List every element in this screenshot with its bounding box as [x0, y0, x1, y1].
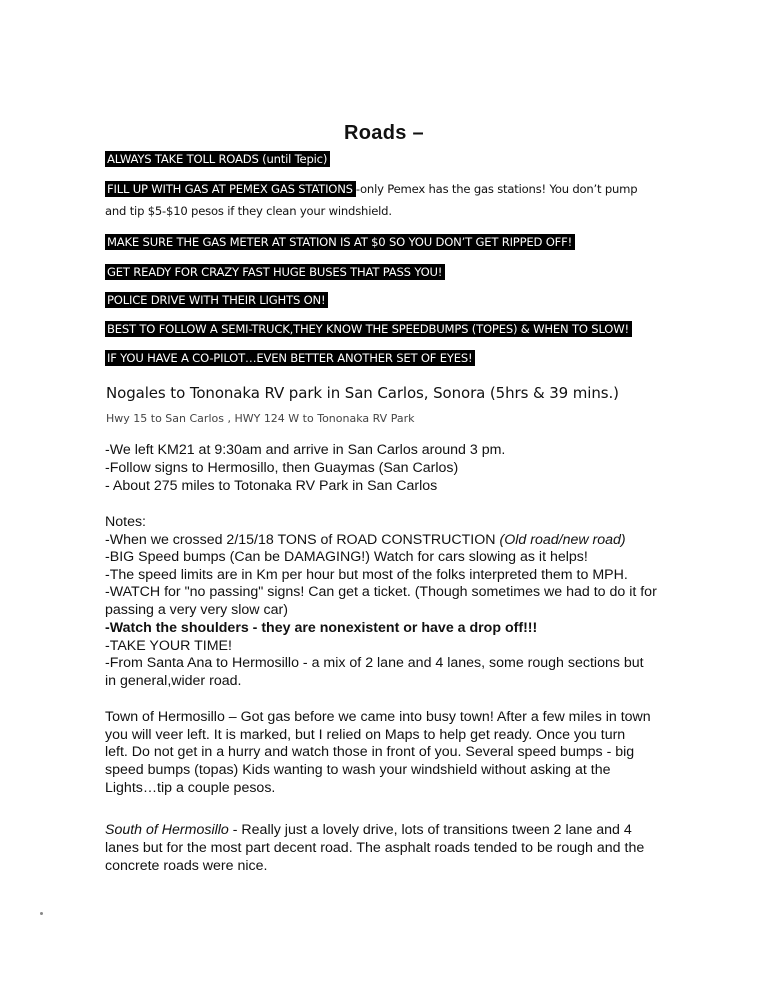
tip-co-pilot [105, 349, 475, 367]
south-line: lanes but for the most part decent road. The asphalt roads tended to be rough and the [105, 840, 645, 856]
notes-heading: Notes: [105, 514, 147, 530]
trip-line: -We left KM21 at 9:30am and arrive in San Carlos around 3 pm. [105, 442, 506, 458]
notes-line [105, 532, 626, 549]
notes-line: -The speed limits are in Km per hour but most of the folks interpreted them to MPH. [105, 567, 628, 583]
route-subheading: Hwy 15 to San Carlos , HWY 124 W to Tononaka RV Park [106, 412, 415, 425]
highlight-text: IF YOU HAVE A CO-PILOT…EVEN BETTER ANOTHER SET OF EYES! [105, 350, 475, 366]
south-line: concrete roads were nice. [105, 858, 268, 874]
highlight-text: ALWAYS TAKE TOLL ROADS (until Tepic) [105, 151, 330, 167]
trip-line: - About 275 miles to Totonaka RV Park in San Carlos [105, 478, 438, 494]
notes-line-text: -When we crossed 2/15/18 TONS of ROAD CONSTRUCTION [105, 532, 500, 548]
highlight-text: BEST TO FOLLOW A SEMI-TRUCK,THEY KNOW THE SPEEDBUMPS (TOPES) & WHEN TO SLOW! [105, 321, 632, 337]
notes-line: -WATCH for "no passing" signs! Can get a ticket. (Though sometimes we had to do it for [105, 584, 657, 600]
south-line [105, 822, 632, 839]
tip-buses [105, 263, 445, 281]
tip-toll-roads [105, 150, 330, 168]
highlight-text: MAKE SURE THE GAS METER AT STATION IS AT $0 SO YOU DON’T GET RIPPED OFF! [105, 234, 575, 250]
hermosillo-line: Lights…tip a couple pesos. [105, 780, 276, 796]
notes-line: passing a very very slow car) [105, 602, 288, 618]
south-line-text: - Really just a lovely drive, lots of transitions tween 2 lane and 4 [228, 822, 632, 838]
highlight-text: FILL UP WITH GAS AT PEMEX GAS STATIONS [105, 181, 356, 197]
highlight-text: GET READY FOR CRAZY FAST HUGE BUSES THAT PASS YOU! [105, 264, 445, 280]
tip-pemex [105, 180, 637, 198]
hermosillo-line: speed bumps (topas) Kids wanting to wash your windshield without asking at the [105, 762, 611, 778]
notes-line: -BIG Speed bumps (Can be DAMAGING!) Watch for cars slowing as it helps! [105, 549, 588, 565]
route-heading: Nogales to Tononaka RV park in San Carlos, Sonora (5hrs & 39 mins.) [106, 384, 619, 402]
scan-speck [40, 912, 43, 915]
hermosillo-line: Town of Hermosillo – Got gas before we came into busy town! After a few miles in town [105, 709, 651, 725]
tip-pemex-tail: -only Pemex has the gas stations! You don’t pump [355, 182, 638, 196]
tip-semi-truck [105, 320, 632, 338]
tip-police [105, 291, 328, 309]
south-lead: South of Hermosillo [105, 822, 229, 838]
notes-line: -From Santa Ana to Hermosillo - a mix of 2 lane and 4 lanes, some rough sections but [105, 655, 644, 671]
page-title: Roads – [344, 122, 424, 144]
tip-pemex-line2: and tip $5-$10 pesos if they clean your windshield. [105, 204, 392, 218]
highlight-text: POLICE DRIVE WITH THEIR LIGHTS ON! [105, 292, 328, 308]
hermosillo-line: left. Do not get in a hurry and watch those in front of you. Several speed bumps - big [105, 744, 635, 760]
notes-line-italic: (Old road/new road) [499, 532, 626, 548]
notes-warning: -Watch the shoulders - they are nonexistent or have a drop off!!! [105, 620, 538, 636]
tip-gas-meter [105, 233, 575, 251]
hermosillo-line: you will veer left. It is marked, but I relied on Maps to help get ready. Once you turn [105, 727, 626, 743]
trip-line: -Follow signs to Hermosillo, then Guaymas (San Carlos) [105, 460, 459, 476]
notes-line: in general,wider road. [105, 673, 242, 689]
notes-line: -TAKE YOUR TIME! [105, 638, 232, 654]
